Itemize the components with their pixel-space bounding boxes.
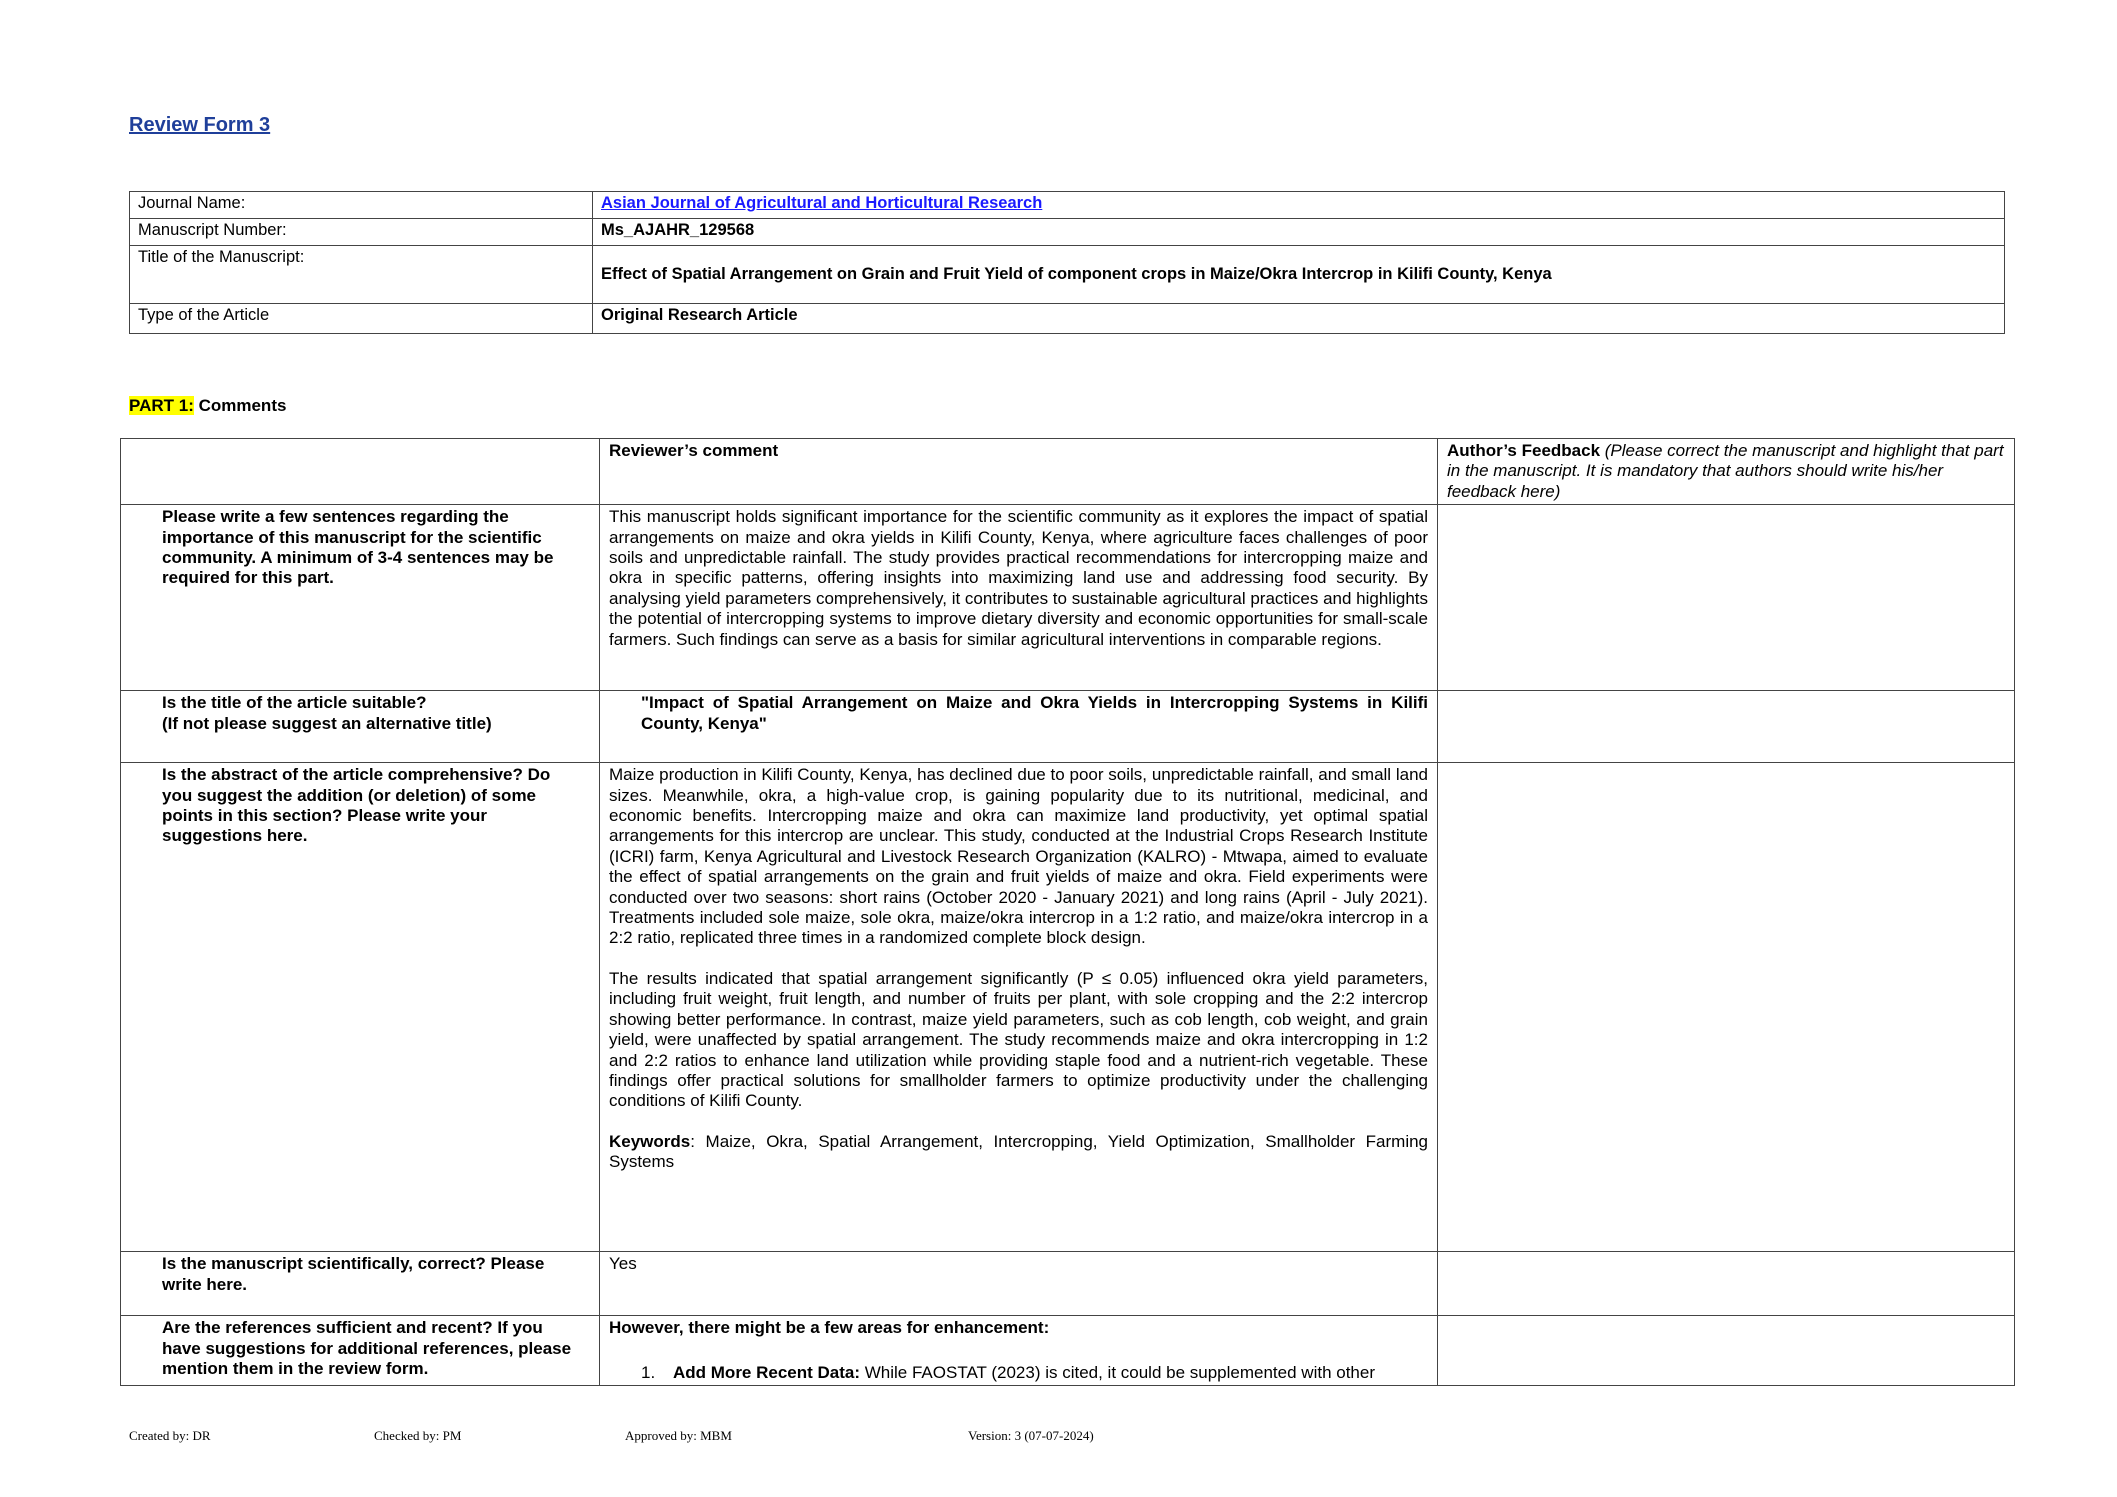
manuscript-title: Effect of Spatial Arrangement on Grain and Fruit Yield of component crops in Maize/Okra Intercrop in Kilifi County, Kenya <box>593 246 2005 304</box>
journal-label: Journal Name: <box>130 192 593 219</box>
question: Is the title of the article suitable? (If not please suggest an alternative title) <box>121 691 600 763</box>
table-row <box>121 505 2015 691</box>
part-heading <box>129 396 286 416</box>
reviewer-comment: "Impact of Spatial Arrangement on Maize and Okra Yields in Intercropping Systems in Kilifi County, Kenya" <box>600 691 1438 763</box>
references-intro: However, there might be a few areas for enhancement: <box>609 1318 1050 1338</box>
part-label: PART 1: <box>129 396 194 415</box>
question: Are the references sufficient and recent? If you have suggestions for additional references, please mention them in the review form. <box>121 1316 600 1386</box>
footer-checked: Checked by: PM <box>374 1428 462 1443</box>
manuscript-number-label: Manuscript Number: <box>130 219 593 246</box>
footer-approved: Approved by: MBM <box>625 1428 732 1443</box>
author-feedback-cell[interactable] <box>1438 763 2015 1252</box>
article-type: Original Research Article <box>593 304 2005 334</box>
table-row <box>121 691 2015 763</box>
question: Please write a few sentences regarding the importance of this manuscript for the scientific community. A minimum of 3-4 sentences may be required for this part. <box>121 505 600 691</box>
manuscript-info-table <box>129 191 2005 334</box>
footer-created: Created by: DR <box>129 1428 211 1443</box>
abstract-paragraph: Maize production in Kilifi County, Kenya, has declined due to poor soils, unpredictable rainfall, and small land sizes. Meanwhile, okra, a high-value crop, is gaining popularity due to its nutritional, medicinal, and economic benefits. Intercropping maize and okra can maximize land productivity, yet optimal spatial arrangements for this intercrop are unclear. This study, conducted at the Industrial Crops Research Institute (ICRI) farm, Kenya Agricultural and Livestock Research Organization (KALRO) - Mtwapa, aimed to evaluate the effect of spatial arrangements on the grain and fruit yields of maize and okra. Field experiments were conducted over two seasons: short rains (October 2020 - January 2021) and long rains (April - July 2021). Treatments included sole maize, sole okra, maize/okra intercrop in a 1:2 ratio, and maize/okra intercrop in a 2:2 ratio, replicated three times in a randomized complete block design. <box>609 765 1428 948</box>
reviewer-comment: Yes <box>600 1252 1438 1316</box>
reviewer-comment-header: Reviewer’s comment <box>600 439 1438 505</box>
author-feedback-header: Author’s Feedback (Please correct the manuscript and highlight that part in the manuscript. It is mandatory that authors should write his/her feedback here) <box>1438 439 2015 505</box>
author-feedback-cell[interactable] <box>1438 505 2015 691</box>
list-item: 1. Add More Recent Data: While FAOSTAT (2023) is cited, it could be supplemented with other <box>641 1362 1375 1382</box>
table-row <box>121 1316 2015 1386</box>
comments-table <box>120 438 2015 1386</box>
question: Is the manuscript scientifically, correct? Please write here. <box>121 1252 600 1316</box>
reviewer-comment: This manuscript holds significant importance for the scientific community as it explores the impact of spatial arrangements on maize and okra yields in Kilifi County, Kenya, where agriculture faces challenges of poor soils and unpredictable rainfall. The study provides practical recommendations for intercropping maize and okra in specific patterns, offering insights into maximizing land use and addressing food security. By analysing yield parameters comprehensively, it contributes to sustainable agricultural practices and highlights the potential of intercropping systems to improve dietary diversity and economic opportunities for small-scale farmers. Such findings can serve as a basis for similar agricultural interventions in comparable regions. <box>600 505 1438 691</box>
table-header-row <box>121 439 2015 505</box>
article-type-label: Type of the Article <box>130 304 593 334</box>
journal-link[interactable]: Asian Journal of Agricultural and Horticultural Research <box>601 194 1043 212</box>
table-row <box>121 763 2015 1252</box>
table-row <box>121 1252 2015 1316</box>
footer-version: Version: 3 (07-07-2024) <box>968 1428 1094 1443</box>
author-feedback-cell[interactable] <box>1438 1252 2015 1316</box>
form-title: Review Form 3 <box>129 114 271 136</box>
reviewer-comment <box>600 763 1438 1252</box>
keywords: Keywords: Maize, Okra, Spatial Arrangement, Intercropping, Yield Optimization, Smallholder Farming Systems <box>609 1131 1428 1172</box>
question: Is the abstract of the article comprehensive? Do you suggest the addition (or deletion) of some points in this section? Please write your suggestions here. <box>121 763 600 1252</box>
reviewer-comment <box>600 1316 1438 1386</box>
manuscript-number: Ms_AJAHR_129568 <box>593 219 2005 246</box>
title-label: Title of the Manuscript: <box>130 246 593 304</box>
abstract-paragraph: The results indicated that spatial arrangement significantly (P ≤ 0.05) influenced okra yield parameters, including fruit weight, fruit length, and number of fruits per plant, with sole cropping and the 2:2 intercrop showing better performance. In contrast, maize yield parameters, such as cob length, cob weight, and grain yield, were unaffected by spatial arrangement. The study recommends maize and okra intercropping in 1:2 and 2:2 ratios to enhance land utilization while providing staple food and a nutrient-rich vegetable. These findings offer practical solutions for smallholder farmers to optimize productivity under the challenging conditions of Kilifi County. <box>609 968 1428 1111</box>
part-title: Comments <box>193 396 287 415</box>
author-feedback-cell[interactable] <box>1438 1316 2015 1386</box>
author-feedback-cell[interactable] <box>1438 691 2015 763</box>
